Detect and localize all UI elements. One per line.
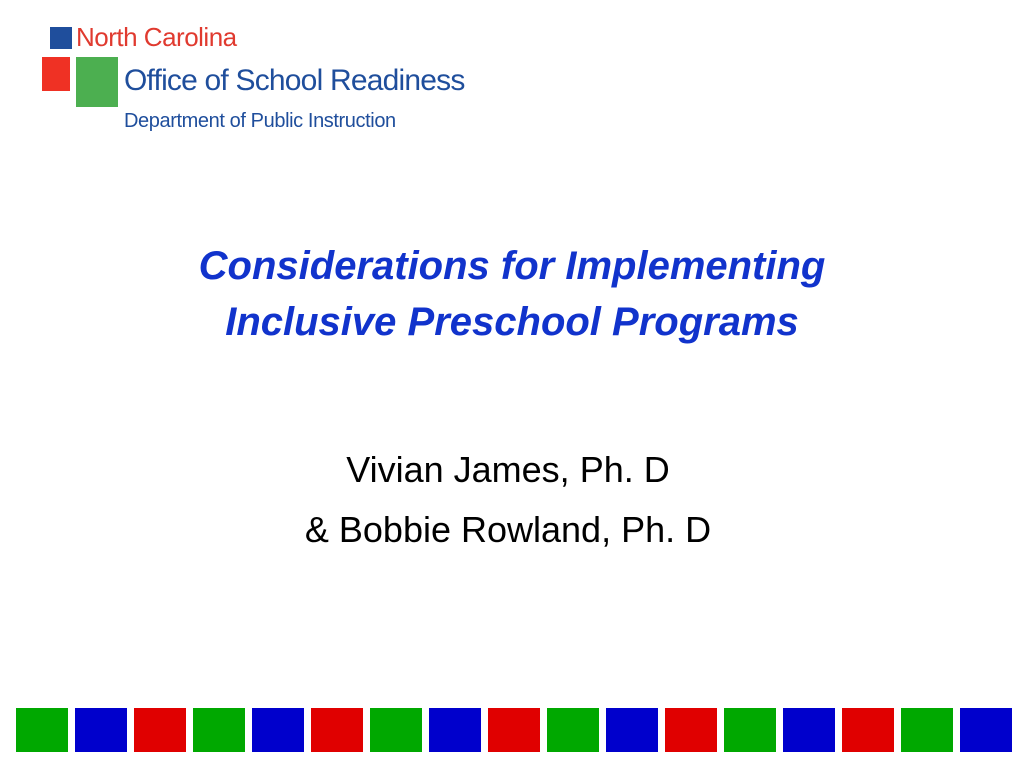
slide-title [60,238,964,350]
strip-square-15 [842,708,894,752]
strip-square-14 [783,708,835,752]
strip-square-5 [252,708,304,752]
slide-title-line-1: Considerations for Implementing [198,244,826,288]
strip-square-17 [960,708,1012,752]
strip-square-16 [901,708,953,752]
strip-square-11 [606,708,658,752]
strip-square-7 [370,708,422,752]
logo-office-name: Office of School Readiness [124,64,465,97]
strip-square-13 [724,708,776,752]
strip-square-4 [193,708,245,752]
slide-title-line-2: Inclusive Preschool Programs [225,300,799,344]
strip-square-12 [665,708,717,752]
logo-red-square [42,57,70,91]
logo-state-name: North Carolina [76,22,237,52]
footer-color-strip [16,708,1024,752]
strip-square-1 [16,708,68,752]
strip-square-6 [311,708,363,752]
strip-square-3 [134,708,186,752]
logo-blue-square [50,27,72,49]
strip-square-2 [75,708,127,752]
nc-osr-logo [0,0,520,150]
author-line-1: Vivian James, Ph. D [346,449,670,490]
logo-green-square [76,57,118,107]
strip-square-10 [547,708,599,752]
author-line-2: & Bobbie Rowland, Ph. D [304,509,712,550]
strip-square-9 [488,708,540,752]
logo-department-name: Department of Public Instruction [124,110,396,132]
strip-square-8 [429,708,481,752]
slide-authors [100,440,916,560]
